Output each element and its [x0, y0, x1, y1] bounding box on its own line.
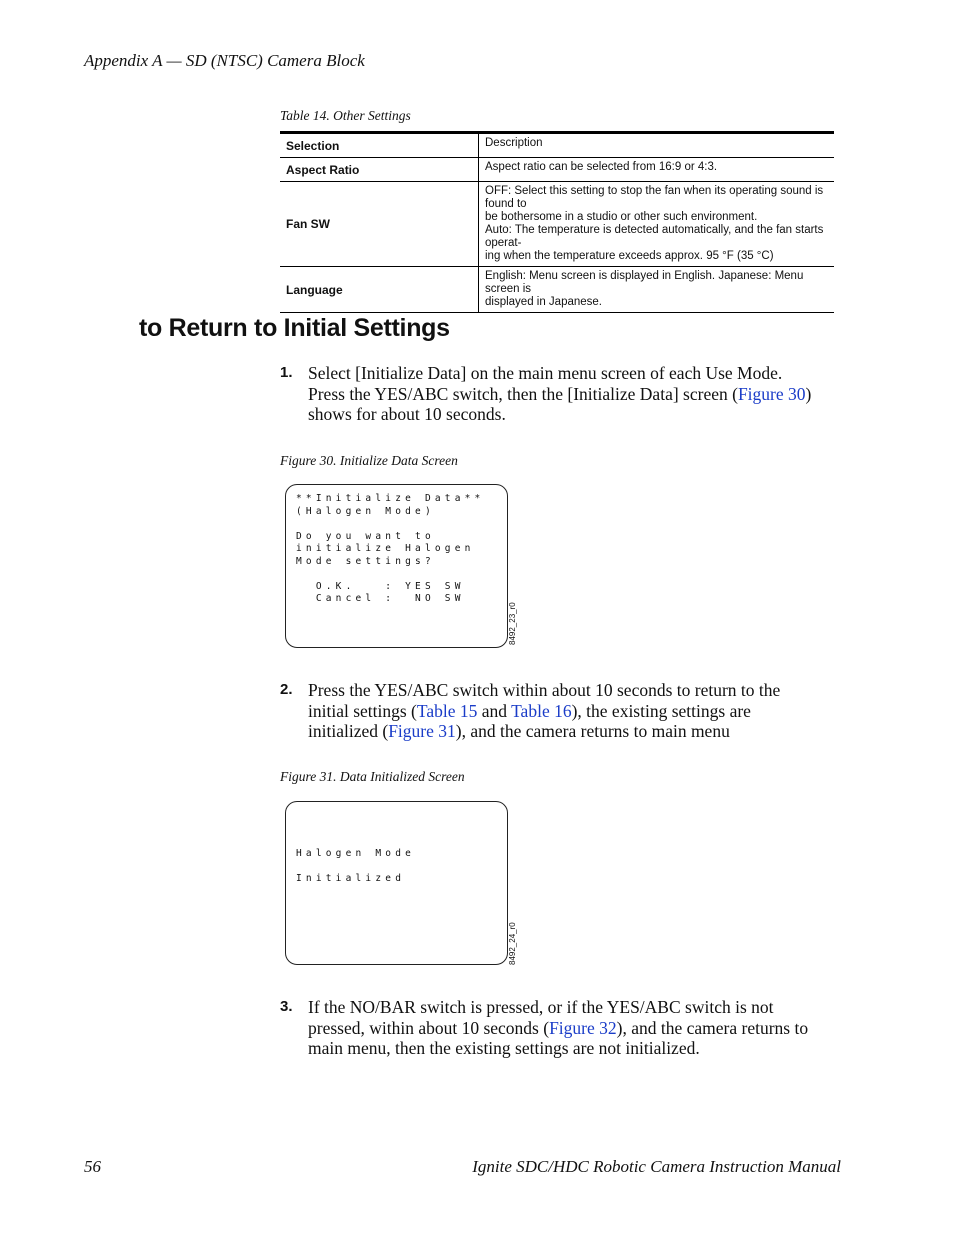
- screen-text-line: Initialized: [296, 872, 406, 884]
- row-selection-language: Language: [280, 267, 479, 313]
- row-selection-aspect-ratio: Aspect Ratio: [280, 158, 479, 182]
- step-text: [308, 997, 840, 1059]
- row-description-language: English: Menu screen is displayed in English. Japanese: Menu screen is displayed in Japanese.: [479, 267, 835, 313]
- step-text-fragment: initialized (: [308, 721, 389, 741]
- row-selection-fan-sw: Fan SW: [280, 182, 479, 267]
- step-text-fragment: ): [805, 383, 812, 404]
- row-description-aspect-ratio: Aspect ratio can be selected from 16:9 or 4:3.: [479, 158, 835, 182]
- step-text-fragment: If the NO/BAR switch is pressed, or if the YES/ABC switch is not: [308, 997, 774, 1017]
- step-1: [280, 363, 840, 425]
- step-number: 2.: [280, 681, 293, 698]
- other-settings-table: [280, 131, 834, 313]
- figure-30-caption: Figure 30. Initialize Data Screen: [280, 453, 458, 468]
- step-3: [280, 997, 840, 1059]
- cross-reference-link[interactable]: Table 15: [416, 700, 478, 721]
- step-text-fragment: ), and the camera returns to main menu: [455, 721, 730, 741]
- step-text-fragment: main menu, then the existing settings are not initialized.: [308, 1038, 700, 1058]
- row-description-fan-sw: OFF: Select this setting to stop the fan when its operating sound is found to be bothersome in a studio or other such environment. Auto: The temperature is detected automatically, and the fan starts operat- ing when the temperature exceeds approx. 95 °F (35 °C): [479, 182, 835, 267]
- screen-text-line: Cancel : NO SW: [296, 593, 465, 604]
- initialize-data-screen: [285, 484, 508, 648]
- cross-reference-link[interactable]: Figure 32: [549, 1017, 617, 1038]
- section-heading: to Return to Initial Settings: [139, 314, 450, 342]
- step-text-fragment: and: [477, 700, 512, 721]
- step-text-fragment: initial settings (: [308, 700, 417, 721]
- table-header-selection: Selection: [280, 133, 479, 158]
- screen-text-line: Halogen Mode: [296, 847, 416, 859]
- table-header-row: [280, 133, 834, 158]
- cross-reference-link[interactable]: Figure 31: [388, 721, 456, 741]
- step-text: [308, 680, 840, 742]
- page-number: 56: [84, 1157, 101, 1176]
- step-text-fragment: pressed, within about 10 seconds (: [308, 1017, 550, 1038]
- screen-text-line: (Halogen Mode): [296, 505, 435, 517]
- step-text-fragment: shows for about 10 seconds.: [308, 404, 506, 424]
- table-row: [280, 158, 834, 182]
- step-2: [280, 680, 840, 742]
- cross-reference-link[interactable]: Table 16: [511, 700, 572, 721]
- cross-reference-link[interactable]: Figure 30: [737, 383, 806, 404]
- step-number: 1.: [280, 364, 293, 381]
- data-initialized-screen: [285, 801, 508, 965]
- screen-text-line: **Initialize Data**: [296, 493, 485, 504]
- step-text-fragment: ), the existing settings are: [571, 700, 751, 721]
- screen-text-line: Do you want to: [296, 530, 435, 542]
- table-caption: Table 14. Other Settings: [280, 108, 411, 123]
- step-number: 3.: [280, 998, 293, 1015]
- step-text-fragment: Press the YES/ABC switch, then the [Initialize Data] screen (: [308, 383, 738, 404]
- running-header: Appendix A — SD (NTSC) Camera Block: [84, 51, 365, 70]
- screen-text-line: Mode settings?: [296, 555, 435, 567]
- screen-text-line: initialize Halogen: [296, 543, 475, 554]
- table-header-description: Description: [479, 133, 835, 158]
- table-row: [280, 182, 834, 267]
- step-text: [308, 363, 840, 425]
- table-row: [280, 267, 834, 313]
- figure-30-code: 8492_23_r0: [508, 602, 517, 645]
- step-text-fragment: Select [Initialize Data] on the main menu screen of each Use Mode.: [308, 363, 783, 383]
- screen-text-line: O.K. : YES SW: [296, 580, 465, 592]
- manual-title: Ignite SDC/HDC Robotic Camera Instruction Manual: [472, 1157, 841, 1176]
- step-text-fragment: Press the YES/ABC switch within about 10 seconds to return to the: [308, 680, 781, 700]
- step-text-fragment: ), and the camera returns to: [616, 1017, 809, 1038]
- figure-31-code: 8492_24_r0: [508, 922, 517, 965]
- figure-31-caption: Figure 31. Data Initialized Screen: [280, 769, 465, 784]
